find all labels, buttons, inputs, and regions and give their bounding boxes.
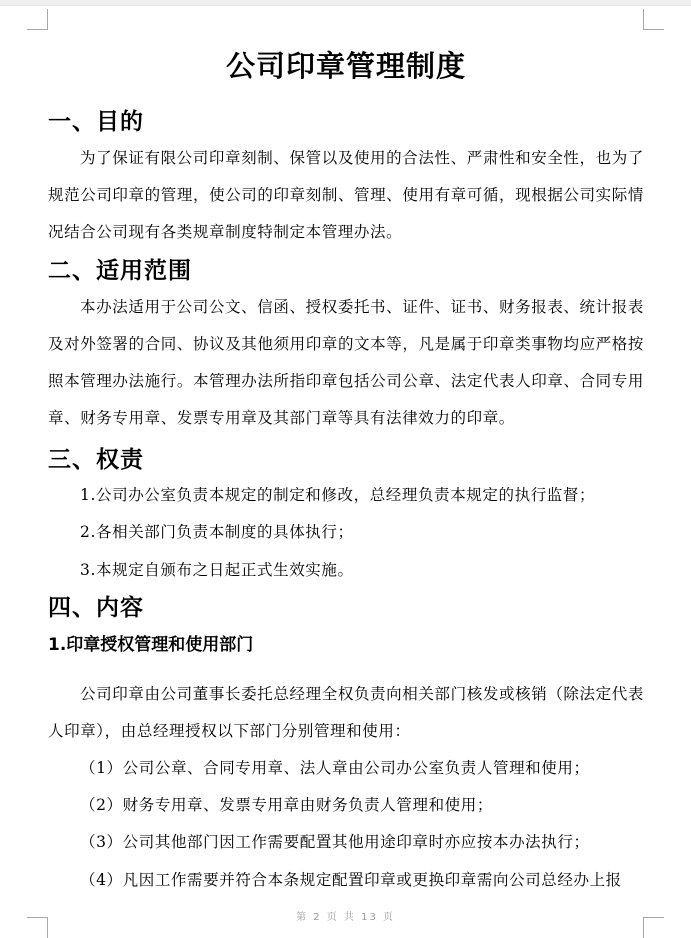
section-heading-content: 四、内容 bbox=[48, 595, 144, 621]
viewer-top-strip bbox=[0, 0, 691, 6]
responsibility-item-2: 2.各相关部门负责本制度的具体执行； bbox=[80, 523, 354, 541]
seal-item-1: （1）公司公章、合同专用章、法人章由公司办公室负责人管理和使用； bbox=[80, 759, 590, 777]
section-heading-responsibilities: 三、权责 bbox=[48, 447, 144, 473]
seal-item-2: （2）财务专用章、发票专用章由财务负责人管理和使用； bbox=[80, 796, 493, 814]
paragraph-seal-authorization: 公司印章由公司董事长委托总经理全权负责向相关部门核发或核销（除法定代表人印章），由总经理授权以下部门分别管理和使用： bbox=[48, 685, 644, 740]
responsibility-item-3: 3.本规定自颁布之日起正式生效实施。 bbox=[80, 561, 354, 579]
responsibility-item-1: 1.公司办公室负责本规定的制定和修改，总经理负责本规定的执行监督； bbox=[80, 486, 596, 504]
paragraph-scope: 本办法适用于公司公文、信函、授权委托书、证件、证书、财务报表、统计报表及对外签署的合同、协议及其他须用印章的文本等，凡是属于印章类事物均应严格按照本管理办法施行。本管理办法所指印章包括公司公章、法定代表人印章、合同专用章、财务专用章、发票专用章及其部门章等具有法律效力的印章。 bbox=[48, 298, 644, 427]
seal-item-4: （4）凡因工作需要并符合本条规定配置印章或更换印章需向公司总经办上报 bbox=[80, 871, 622, 889]
section-heading-purpose: 一、目的 bbox=[48, 109, 144, 135]
section-heading-scope: 二、适用范围 bbox=[48, 258, 192, 284]
paragraph-purpose: 为了保证有限公司印章刻制、保管以及使用的合法性、严肃性和安全性，也为了规范公司印章的管理，使公司的印章刻制、管理、使用有章可循，现根据公司实际情况结合公司现有各类规章制度特制定本管理办法。 bbox=[48, 149, 644, 241]
document-title: 公司印章管理制度 bbox=[225, 49, 466, 83]
subheading-seal-authorization: 1.印章授权管理和使用部门 bbox=[48, 635, 254, 655]
page-indicator: 第 2 页 共 13 页 bbox=[296, 912, 395, 923]
crop-mark-top-right bbox=[643, 9, 664, 30]
seal-item-3: （3）公司其他部门因工作需要配置其他用途印章时亦应按本办法执行； bbox=[80, 833, 590, 851]
crop-mark-top-left bbox=[27, 9, 48, 30]
